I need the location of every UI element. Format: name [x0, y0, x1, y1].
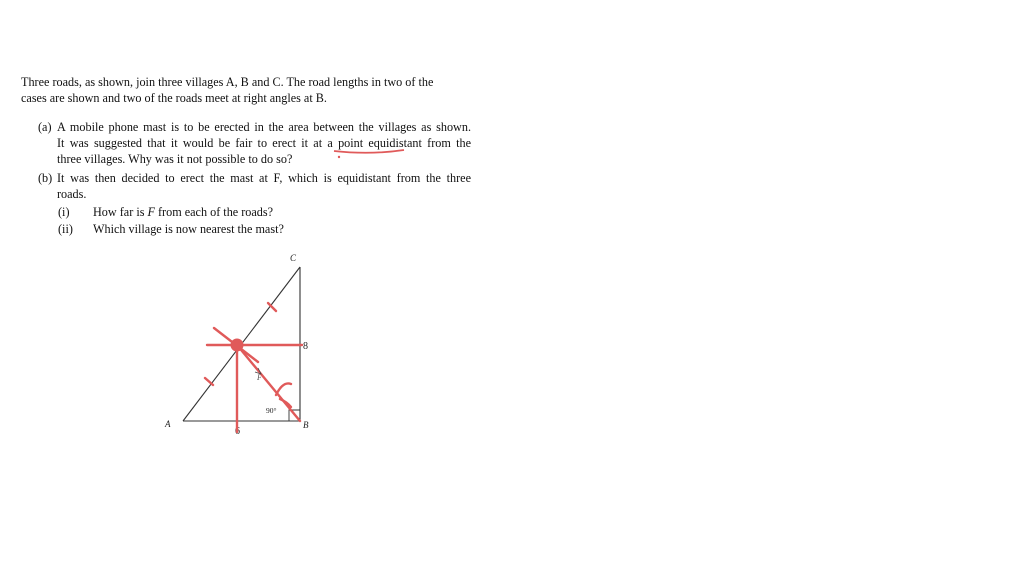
angle-arc-b — [280, 399, 291, 407]
point-f-label: F — [257, 373, 262, 382]
part-a-line-3: three villages. Why was it not possible to do so? — [57, 152, 293, 166]
item-i-italic-f: F — [147, 205, 155, 219]
part-b-line-1: It was then decided to erect the mast at F, which is equidistant from the three — [57, 171, 471, 185]
part-b-line-2: roads. — [57, 187, 87, 201]
tick-mark-ac-lower — [205, 378, 213, 385]
intro-line-1: Three roads, as shown, join three villages A, B and C. The road lengths in two of the — [21, 75, 434, 89]
part-b-label: (b) — [38, 171, 53, 185]
vertex-c-label: C — [290, 253, 297, 263]
item-i-text-before: How far is — [93, 205, 148, 219]
side-cb-length: 8 — [303, 341, 308, 352]
vertex-a-label: A — [165, 419, 171, 429]
part-a-line-2-prefix: It was suggested that it would be fair to erect it at a — [57, 136, 333, 150]
point-f-dot — [231, 339, 244, 352]
underline-dot — [338, 156, 340, 158]
underlined-phrase: point equidistant — [338, 136, 422, 150]
item-ii-text: Which village is now nearest the mast? — [93, 222, 284, 236]
intro-line-2: cases are shown and two of the roads meet at right angles at B. — [21, 91, 327, 105]
item-i-label: (i) — [58, 205, 70, 219]
side-ab-length: 6 — [235, 426, 240, 437]
right-angle-label: 90° — [266, 406, 277, 415]
underline-annotation — [334, 150, 404, 153]
angle-arc-a — [276, 383, 291, 395]
vertex-b-label: B — [303, 420, 309, 430]
item-i-text-after: from each of the roads? — [154, 205, 274, 219]
part-a-line-2-suffix: from the — [427, 136, 472, 150]
item-ii-label: (ii) — [58, 222, 73, 236]
part-a-label: (a) — [38, 120, 52, 134]
red-annotations — [205, 303, 302, 432]
part-a-line-1: A mobile phone mast is to be erected in the area between the villages as shown. — [57, 120, 471, 134]
